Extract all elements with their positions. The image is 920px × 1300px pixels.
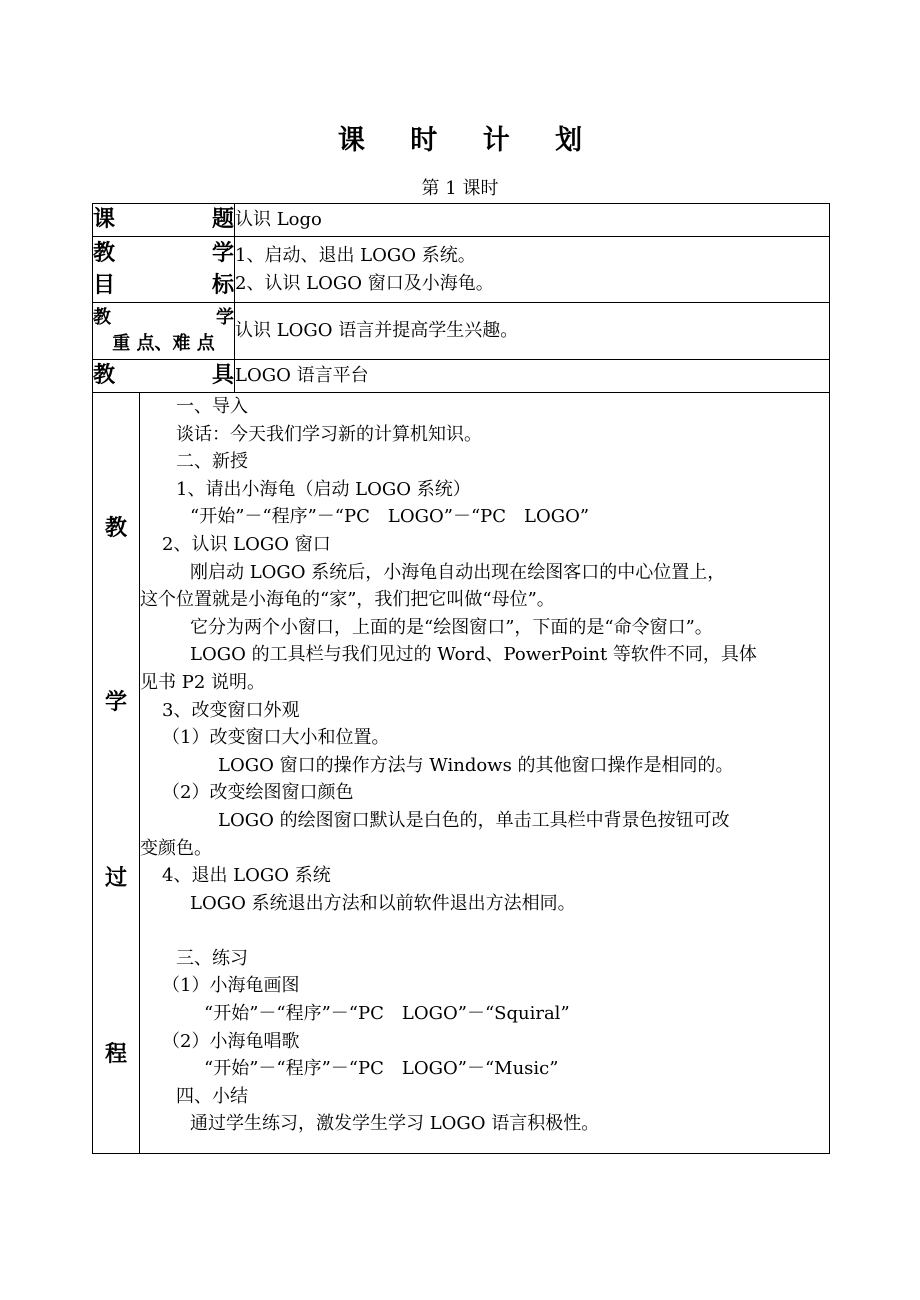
paragraph: 见书 P2 说明。 (140, 671, 266, 693)
label-text: 重 点、难 点 (112, 333, 215, 354)
label-char: 过 (104, 866, 127, 891)
paragraph: 刚启动 LOGO 系统后，小海龟自动出现在绘图客口的中心位置上， (190, 561, 726, 583)
paragraph: “开始”－“程序”－“PC LOGO”－“Squiral” (204, 1003, 570, 1025)
paragraph: 通过学生练习，激发学生学习 LOGO 语言积极性。 (190, 1113, 600, 1135)
sub-heading: （2）小海龟唱歌 (162, 1030, 300, 1052)
sub-heading: （1）小海龟画图 (162, 975, 300, 997)
label-char: 程 (104, 1042, 127, 1067)
lesson-number: 第 1 课时 (421, 178, 499, 199)
goals-label (93, 237, 235, 303)
process-row (93, 393, 830, 1154)
label-char: 学 (216, 307, 234, 328)
goals-row (93, 237, 830, 303)
label-char: 课 (93, 207, 116, 232)
section-heading: 四、小结 (176, 1085, 248, 1107)
label-char: 具 (211, 363, 234, 388)
paragraph: 它分为两个小窗口，上面的是“绘图窗口”，下面的是“命令窗口”。 (190, 616, 713, 638)
paragraph: “开始”－“程序”－“PC LOGO”－“Music” (204, 1058, 559, 1080)
focus-label (93, 303, 235, 360)
goal-item: 1、启动、退出 LOGO 系统。 (235, 244, 476, 266)
goal-item: 2、认识 LOGO 窗口及小海龟。 (235, 272, 494, 294)
sub-heading: （2）改变绘图窗口颜色 (162, 782, 354, 804)
process-content (140, 393, 830, 1154)
label-char: 目 (93, 272, 116, 298)
page-title (0, 118, 920, 157)
section-heading: 二、新授 (176, 451, 248, 473)
step-heading: 4、退出 LOGO 系统 (162, 865, 331, 887)
title-char: 时 (410, 125, 438, 156)
label-char: 标 (211, 272, 234, 298)
title-char: 计 (482, 125, 510, 156)
label-char: 学 (211, 240, 234, 266)
label-char: 题 (211, 207, 234, 232)
label-char: 教 (93, 240, 116, 266)
step-heading: 3、改变窗口外观 (162, 699, 300, 721)
spacer (140, 917, 829, 945)
topic-label (93, 204, 235, 237)
label-char: 教 (93, 363, 116, 388)
paragraph: “开始”－“程序”－“PC LOGO”－“PC LOGO” (190, 506, 590, 528)
topic-row (93, 204, 830, 237)
paragraph: 这个位置就是小海龟的“家”，我们把它叫做“母位”。 (140, 589, 555, 611)
section-heading: 一、导入 (176, 396, 248, 417)
title-char: 课 (337, 125, 365, 156)
tools-value: LOGO 语言平台 (235, 360, 830, 393)
paragraph: LOGO 窗口的操作方法与 Windows 的其他窗口操作是相同的。 (218, 754, 734, 776)
step-heading: 2、认识 LOGO 窗口 (162, 533, 331, 555)
paragraph: LOGO 的工具栏与我们见过的 Word、PowerPoint 等软件不同，具体 (190, 644, 757, 666)
label-char: 教 (93, 307, 111, 328)
goals-value (235, 237, 830, 303)
title-char: 划 (555, 125, 583, 156)
tools-label (93, 360, 235, 393)
paragraph: LOGO 的绘图窗口默认是白色的，单击工具栏中背景色按钮可改 (218, 809, 730, 831)
section-heading: 三、练习 (176, 947, 248, 969)
sub-heading: （1）改变窗口大小和位置。 (162, 727, 390, 749)
label-char: 学 (104, 690, 127, 715)
focus-row (93, 303, 830, 360)
step-heading: 1、请出小海龟（启动 LOGO 系统） (176, 478, 471, 500)
focus-value: 认识 LOGO 语言并提高学生兴趣。 (235, 303, 830, 360)
topic-value: 认识 Logo (235, 204, 830, 237)
paragraph: LOGO 系统退出方法和以前软件退出方法相同。 (190, 892, 576, 914)
paragraph: 谈话：今天我们学习新的计算机知识。 (176, 423, 482, 445)
process-label (93, 393, 140, 1154)
lesson-plan-table (92, 203, 830, 1154)
label-char: 教 (104, 516, 127, 541)
tools-row (93, 360, 830, 393)
paragraph: 变颜色。 (140, 837, 212, 859)
